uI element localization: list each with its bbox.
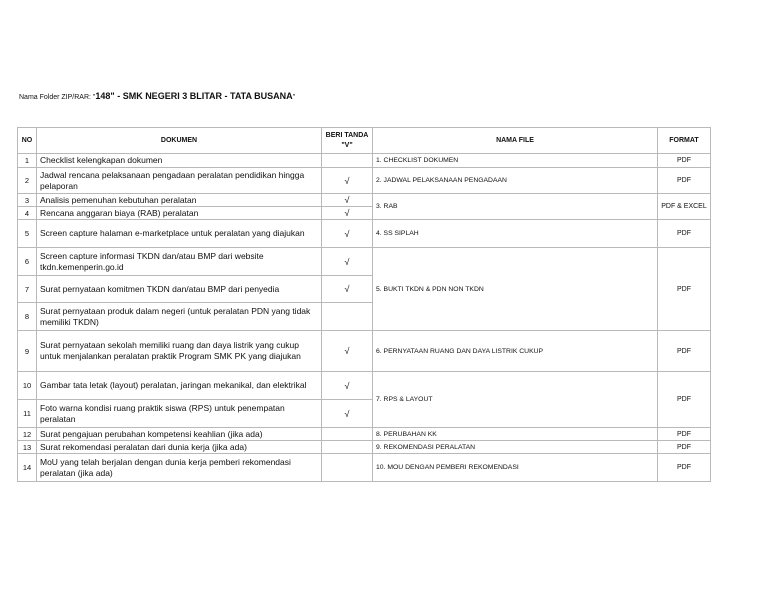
table-row xyxy=(18,428,711,441)
document-name: Screen capture informasi TKDN dan/atau BMP dari website tkdn.kemenperin.go.id xyxy=(37,248,322,276)
row-number: 13 xyxy=(18,441,37,454)
file-format: PDF xyxy=(658,441,711,454)
document-name: Surat rekomendasi peralatan dari dunia kerja (jika ada) xyxy=(37,441,322,454)
document-name: Surat pernyataan komitmen TKDN dan/atau BMP dari penyedia xyxy=(37,276,322,303)
document-checklist-table xyxy=(17,127,711,482)
check-mark: √ xyxy=(322,248,373,276)
check-mark xyxy=(322,454,373,482)
check-mark: √ xyxy=(322,194,373,207)
document-name: Surat pernyataan produk dalam negeri (untuk peralatan PDN yang tidak memiliki TKDN) xyxy=(37,303,322,331)
check-mark: √ xyxy=(322,207,373,220)
check-mark xyxy=(322,154,373,168)
table-row xyxy=(18,372,711,400)
row-number: 9 xyxy=(18,331,37,372)
document-name: MoU yang telah berjalan dengan dunia kerja pemberi rekomendasi peralatan (jika ada) xyxy=(37,454,322,482)
table-row xyxy=(18,331,711,372)
row-number: 8 xyxy=(18,303,37,331)
folder-end: " xyxy=(292,94,296,101)
row-number: 4 xyxy=(18,207,37,220)
document-name: Gambar tata letak (layout) peralatan, jaringan mekanikal, dan elektrikal xyxy=(37,372,322,400)
row-number: 6 xyxy=(18,248,37,276)
document-name: Checklist kelengkapan dokumen xyxy=(37,154,322,168)
row-number: 3 xyxy=(18,194,37,207)
table-row xyxy=(18,454,711,482)
table-row xyxy=(18,168,711,194)
check-mark xyxy=(322,441,373,454)
file-format: PDF xyxy=(658,168,711,194)
check-mark xyxy=(322,428,373,441)
row-number: 2 xyxy=(18,168,37,194)
file-name: 5. BUKTI TKDN & PDN NON TKDN xyxy=(373,248,658,331)
check-mark: √ xyxy=(322,372,373,400)
table-row xyxy=(18,194,711,207)
row-number: 7 xyxy=(18,276,37,303)
row-number: 10 xyxy=(18,372,37,400)
check-mark: √ xyxy=(322,400,373,428)
file-name: 8. PERUBAHAN KK xyxy=(373,428,658,441)
header-row xyxy=(18,128,711,154)
file-name: 10. MOU DENGAN PEMBERI REKOMENDASI xyxy=(373,454,658,482)
file-format: PDF & EXCEL xyxy=(658,194,711,220)
file-name: 6. PERNYATAAN RUANG DAN DAYA LISTRIK CUKUP xyxy=(373,331,658,372)
file-format: PDF xyxy=(658,154,711,168)
row-number: 1 xyxy=(18,154,37,168)
document-name: Foto warna kondisi ruang praktik siswa (RPS) untuk penempatan peralatan xyxy=(37,400,322,428)
file-format: PDF xyxy=(658,248,711,331)
file-name: 1. CHECKLIST DOKUMEN xyxy=(373,154,658,168)
row-number: 11 xyxy=(18,400,37,428)
col-header-nama-file: NAMA FILE xyxy=(373,128,658,154)
document-name: Rencana anggaran biaya (RAB) peralatan xyxy=(37,207,322,220)
check-mark xyxy=(322,303,373,331)
check-mark: √ xyxy=(322,331,373,372)
folder-label: Nama Folder ZIP/RAR: " xyxy=(19,94,96,101)
file-name: 4. SS SIPLAH xyxy=(373,220,658,248)
col-header-no: NO xyxy=(18,128,37,154)
file-name: 9. REKOMENDASI PERALATAN xyxy=(373,441,658,454)
row-number: 14 xyxy=(18,454,37,482)
file-format: PDF xyxy=(658,428,711,441)
file-name: 7. RPS & LAYOUT xyxy=(373,372,658,428)
col-header-format: FORMAT xyxy=(658,128,711,154)
table-row xyxy=(18,248,711,276)
document-name: Surat pengajuan perubahan kompetensi keahlian (jika ada) xyxy=(37,428,322,441)
col-header-dokumen: DOKUMEN xyxy=(37,128,322,154)
file-name: 2. JADWAL PELAKSANAAN PENGADAAN xyxy=(373,168,658,194)
document-name: Surat pernyataan sekolah memiliki ruang dan daya listrik yang cukup untuk menjalankan peralatan praktik Program SMK PK yang diajukan xyxy=(37,331,322,372)
file-format: PDF xyxy=(658,220,711,248)
col-header-beri-tanda: BERI TANDA "V" xyxy=(322,128,373,154)
row-number: 5 xyxy=(18,220,37,248)
check-mark: √ xyxy=(322,276,373,303)
table-row xyxy=(18,220,711,248)
check-mark: √ xyxy=(322,220,373,248)
table-row xyxy=(18,154,711,168)
folder-name-line xyxy=(19,91,295,101)
file-name: 3. RAB xyxy=(373,194,658,220)
check-mark: √ xyxy=(322,168,373,194)
file-format: PDF xyxy=(658,331,711,372)
table-row xyxy=(18,441,711,454)
row-number: 12 xyxy=(18,428,37,441)
document-name: Jadwal rencana pelaksanaan pengadaan peralatan pendidikan hingga pelaporan xyxy=(37,168,322,194)
document-name: Screen capture halaman e-marketplace untuk peralatan yang diajukan xyxy=(37,220,322,248)
folder-value: 148" - SMK NEGERI 3 BLITAR - TATA BUSANA xyxy=(95,91,293,101)
document-name: Analisis pemenuhan kebutuhan peralatan xyxy=(37,194,322,207)
file-format: PDF xyxy=(658,454,711,482)
file-format: PDF xyxy=(658,372,711,428)
